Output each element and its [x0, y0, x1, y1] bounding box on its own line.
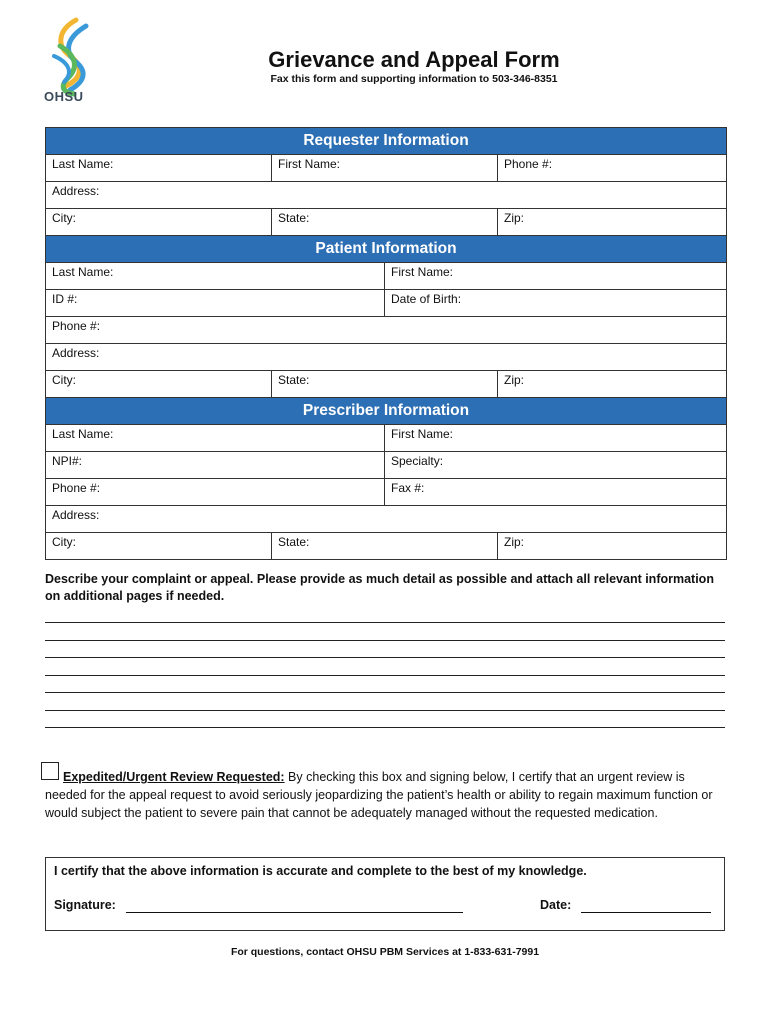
prescriber-heading: Prescriber Information [46, 398, 726, 425]
requester-row-2 [46, 182, 726, 209]
requester-address-field[interactable]: Address: [52, 184, 100, 198]
prescriber-phone-field[interactable]: Phone #: [46, 479, 385, 505]
patient-row-5 [46, 371, 726, 398]
logo-text: OHSU [44, 89, 84, 104]
patient-row-2 [46, 290, 726, 317]
complaint-line[interactable] [45, 657, 725, 658]
certification-box [45, 857, 725, 931]
date-field[interactable] [581, 912, 711, 913]
complaint-instructions: Describe your complaint or appeal. Please provide as much detail as possible and attach all relevant information on additional pages if needed. [45, 572, 714, 603]
footer-contact: For questions, contact OHSU PBM Services at 1-833-631-7991 [230, 946, 540, 958]
requester-city-field[interactable]: City: [46, 209, 272, 235]
patient-last-name-field[interactable]: Last Name: [46, 263, 385, 289]
patient-id-field[interactable]: ID #: [46, 290, 385, 316]
certification-statement: I certify that the above information is accurate and complete to the best of my knowledge. [54, 864, 587, 878]
complaint-line[interactable] [45, 727, 725, 728]
patient-zip-field[interactable]: Zip: [504, 373, 525, 387]
date-label: Date: [540, 898, 572, 912]
complaint-line[interactable] [45, 675, 725, 676]
requester-first-name-field[interactable]: First Name: [272, 155, 498, 181]
requester-last-name-field[interactable]: Last Name: [46, 155, 272, 181]
prescriber-npi-field[interactable]: NPI#: [46, 452, 385, 478]
requester-phone-field[interactable]: Phone #: [504, 157, 553, 171]
patient-row-3 [46, 317, 726, 344]
signature-label: Signature: [54, 898, 116, 912]
prescriber-city-field[interactable]: City: [46, 533, 272, 559]
patient-row-4 [46, 344, 726, 371]
patient-city-field[interactable]: City: [46, 371, 272, 397]
complaint-text-area[interactable] [45, 622, 725, 745]
expedited-label: Expedited/Urgent Review Requested: [63, 770, 285, 784]
page-title: Grievance and Appeal Form [268, 47, 560, 72]
patient-first-name-field[interactable]: First Name: [391, 265, 454, 279]
requester-state-field[interactable]: State: [272, 209, 498, 235]
complaint-line[interactable] [45, 710, 725, 711]
complaint-line[interactable] [45, 640, 725, 641]
patient-address-field[interactable]: Address: [52, 346, 100, 360]
patient-row-1 [46, 263, 726, 290]
prescriber-row-4 [46, 506, 726, 533]
patient-phone-field[interactable]: Phone #: [52, 319, 101, 333]
complaint-line[interactable] [45, 622, 725, 623]
prescriber-first-name-field[interactable]: First Name: [391, 427, 454, 441]
prescriber-row-5 [46, 533, 726, 559]
page-subtitle: Fax this form and supporting information to 503-346-8351 [270, 73, 558, 85]
prescriber-address-field[interactable]: Address: [52, 508, 100, 522]
prescriber-fax-field[interactable]: Fax #: [391, 481, 425, 495]
prescriber-specialty-field[interactable]: Specialty: [391, 454, 444, 468]
requester-row-3 [46, 209, 726, 236]
requester-heading: Requester Information [46, 128, 726, 155]
information-form [45, 127, 727, 560]
prescriber-row-2 [46, 452, 726, 479]
prescriber-row-3 [46, 479, 726, 506]
prescriber-row-1 [46, 425, 726, 452]
prescriber-last-name-field[interactable]: Last Name: [46, 425, 385, 451]
complaint-line[interactable] [45, 692, 725, 693]
patient-state-field[interactable]: State: [272, 371, 498, 397]
expedited-text: By checking this box and signing below, I certify that an urgent review is needed for the appeal request to avoid seriously jeopardizing the patient’s health or ability to regain maximum function or would subject the patient to severe pain that cannot be adequately managed without the requested medication. [45, 770, 713, 820]
prescriber-state-field[interactable]: State: [272, 533, 498, 559]
patient-dob-field[interactable]: Date of Birth: [391, 292, 462, 306]
expedited-statement [45, 768, 725, 822]
requester-row-1 [46, 155, 726, 182]
patient-heading: Patient Information [46, 236, 726, 263]
requester-zip-field[interactable]: Zip: [504, 211, 525, 225]
signature-field[interactable] [126, 912, 463, 913]
prescriber-zip-field[interactable]: Zip: [504, 535, 525, 549]
